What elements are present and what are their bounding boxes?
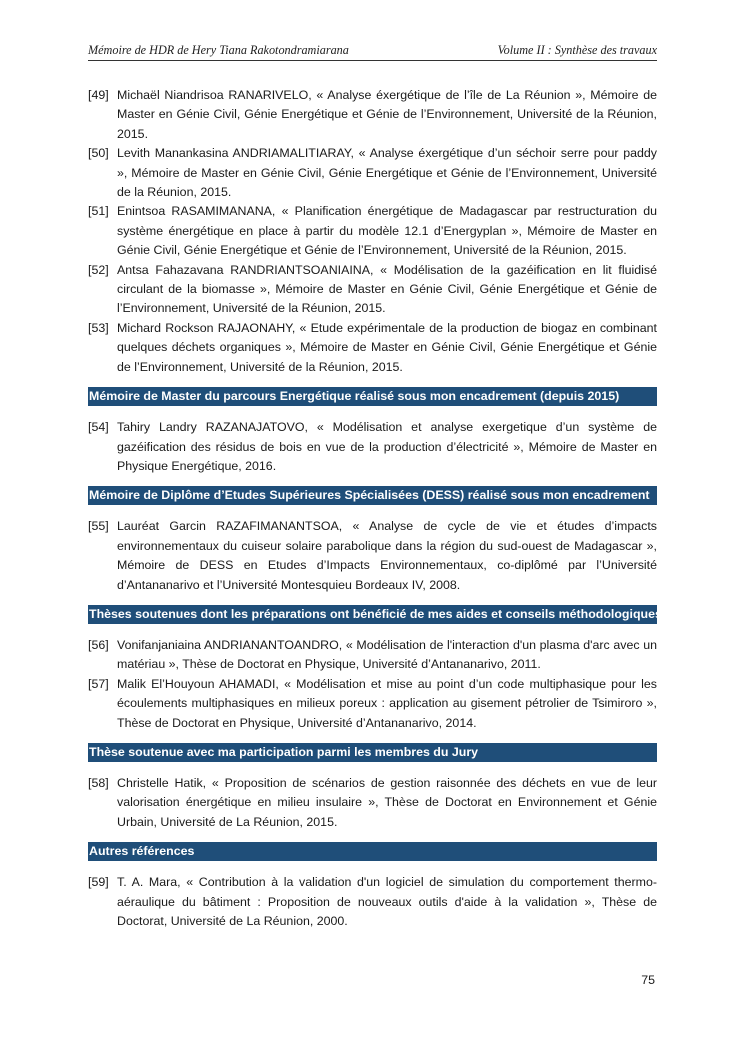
section-heading-jury: Thèse soutenue avec ma participation parmi les membres du Jury bbox=[88, 743, 657, 762]
reference-text: Tahiry Landry RAZANAJATOVO, « Modélisation et analyse exergetique d’un système de gazéification des résidus de bois en vue de la production d’électricité », Mémoire de Master en Physique Energétique, 2016. bbox=[117, 420, 657, 473]
reference-text: Antsa Fahazavana RANDRIANTSOANIAINA, « Modélisation de la gazéification en lit fluidisé circulant de la biomasse », Mémoire de Master en Génie Civil, Génie Energétique et Génie de l’Environnement, Université de la Réunion, 2015. bbox=[117, 262, 657, 316]
reference-text: Michard Rockson RAJAONAHY, « Etude expérimentale de la production de biogaz en combinant quelques déchets organiques », Mémoire de Master en Génie Civil, Génie Energétique et Génie de l’Environnement, Université de la Réunion, 2015. bbox=[117, 320, 657, 374]
section-heading-dess: Mémoire de Diplôme d’Etudes Supérieures Spécialisées (DESS) réalisé sous mon encadrement bbox=[88, 486, 657, 505]
reference-text: Lauréat Garcin RAZAFIMANANTSOA, « Analyse de cycle de vie et études d’impacts environnementaux du cuiseur solaire parabolique dans la région du sud-ouest de Madagascar », Mémoire de DESS en Etudes d’Impacts Environnementaux, co-diplômé par l’Université d’Antananarivo et l’Université Montesquieu Bordeaux IV, 2008. bbox=[117, 519, 657, 592]
header-left: Mémoire de HDR de Hery Tiana Rakotondramiarana bbox=[88, 43, 349, 57]
reference-number: [58] bbox=[88, 775, 109, 790]
reference-text: Levith Manankasina ANDRIAMALITIARAY, « Analyse éxergétique d’un séchoir serre pour paddy », Mémoire de Master en Génie Civil, Génie Energétique et Génie de l’Environnement, Université de la Réunion, 2015. bbox=[117, 146, 657, 200]
reference-list bbox=[88, 86, 662, 931]
reference-text: Michaël Niandrisoa RANARIVELO, « Analyse éxergétique de l’île de La Réunion », Mémoire de Master en Génie Civil, Génie Energétique et Génie de l’Environnement, Université de la Réunion, 2015. bbox=[117, 88, 657, 141]
reference-number: [57] bbox=[88, 676, 109, 691]
reference-entry bbox=[88, 636, 657, 675]
reference-number: [52] bbox=[88, 262, 109, 277]
reference-number: [49] bbox=[88, 88, 109, 102]
section-heading-other: Autres références bbox=[88, 842, 657, 861]
reference-entry bbox=[88, 86, 657, 144]
reference-number: [50] bbox=[88, 146, 109, 161]
reference-text: Enintsoa RASAMIMANANA, « Planification énergétique de Madagascar par restructuration du système énergétique en place à partir du modèle 12.1 d’Energyplan », Mémoire de Master en Génie Civil, Génie Energétique et Génie de l’Environnement, Université de la Réunion, 2015. bbox=[117, 204, 657, 258]
header-right: Volume II : Synthèse des travaux bbox=[497, 43, 657, 57]
reference-number: [59] bbox=[88, 875, 109, 890]
reference-entry bbox=[88, 675, 657, 733]
reference-entry bbox=[88, 418, 657, 476]
reference-entry bbox=[88, 517, 657, 595]
reference-number: [55] bbox=[88, 519, 109, 534]
reference-entry bbox=[88, 319, 657, 377]
entry-list-a bbox=[88, 86, 657, 377]
reference-text: Vonifanjaniaina ANDRIANANTOANDRO, « Modélisation de l'interaction d'un plasma d'arc avec un matériau », Thèse de Doctorat en Physique, Université d’Antananarivo, 2011. bbox=[117, 637, 657, 672]
reference-entry bbox=[88, 202, 657, 260]
reference-number: [56] bbox=[88, 637, 109, 652]
reference-entry bbox=[88, 261, 657, 319]
section-heading-master: Mémoire de Master du parcours Energétique réalisé sous mon encadrement (depuis 2015) bbox=[88, 387, 657, 406]
reference-entry bbox=[88, 873, 657, 931]
reference-text: Malik El’Houyoun AHAMADI, « Modélisation et mise au point d’un code multiphasique pour les écoulements multiphasiques en milieux poreux : application au gisement pétrolier de Tsimiroro », Thèse de Doctorat en Physique, Université d’Antananarivo, 2014. bbox=[117, 676, 657, 730]
reference-entry bbox=[88, 774, 657, 832]
reference-number: [53] bbox=[88, 320, 109, 335]
reference-text: T. A. Mara, « Contribution à la validation d'un logiciel de simulation du comportement thermo-aéraulique du bâtiment : Proposition de nouveaux outils d'aide à la validation », Thèse de Doctorat, Université de La Réunion, 2000. bbox=[117, 875, 657, 928]
reference-number: [51] bbox=[88, 204, 109, 219]
reference-text: Christelle Hatik, « Proposition de scénarios de gestion raisonnée des déchets en vue de leur valorisation énergétique en milieu insulaire », Thèse de Doctorat en Environnement et Génie Urbain, Université de La Réunion, 2015. bbox=[117, 775, 657, 829]
reference-entry bbox=[88, 144, 657, 202]
page-number: 75 bbox=[641, 973, 655, 987]
reference-number: [54] bbox=[88, 420, 109, 435]
section-heading-theses: Thèses soutenues dont les préparations ont bénéficié de mes aides et conseils méthodologiques bbox=[88, 605, 657, 624]
running-header bbox=[88, 41, 657, 61]
